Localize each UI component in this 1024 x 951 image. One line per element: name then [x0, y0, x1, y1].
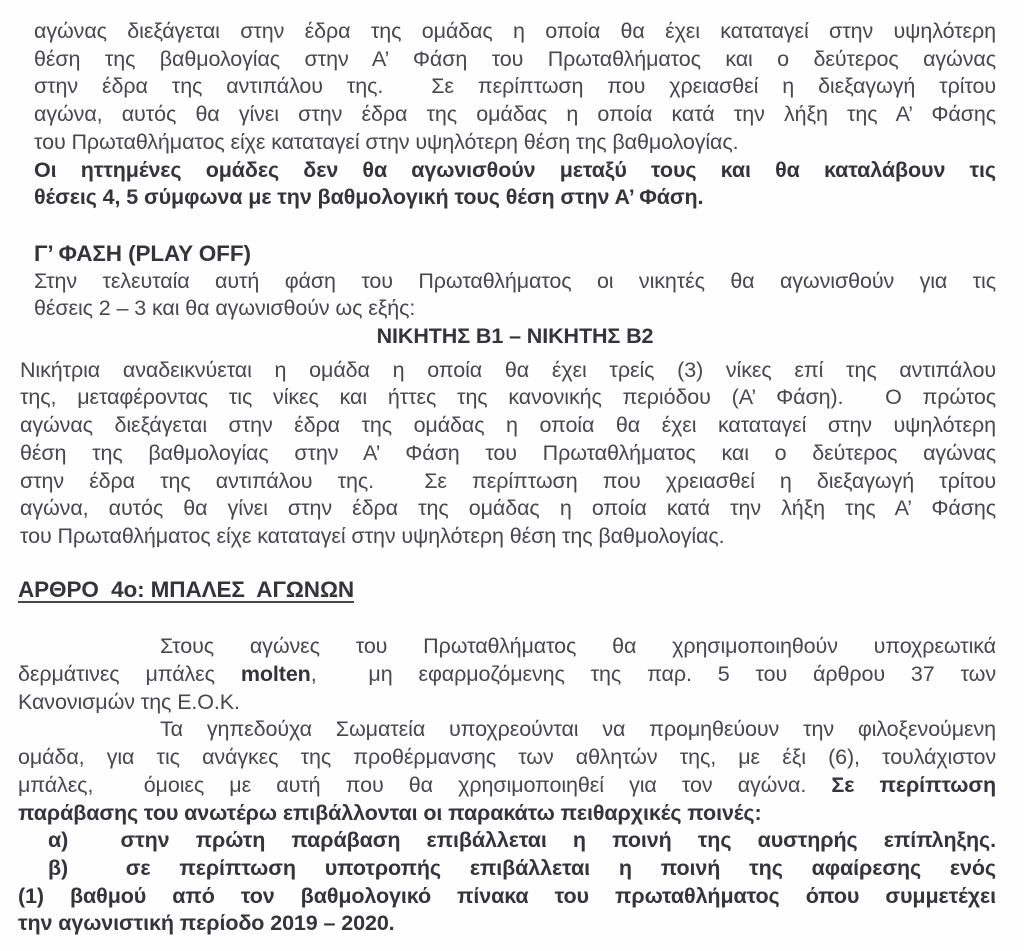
- text-run: στην έδρα της αντιπάλου της. Σε περίπτωση που χρειασθεί η διεξαγωγή τρίτου: [20, 468, 996, 493]
- text-line: [34, 46, 996, 74]
- text-line: [34, 157, 996, 185]
- penalty-item-b: [18, 855, 996, 883]
- text-run: μπάλες, όμοιες με αυτή που θα χρησιμοποιηθεί για τον αγώνα.: [18, 772, 832, 797]
- text-line: [20, 412, 996, 440]
- text-line: [20, 384, 996, 412]
- text-run: θέση της βαθμολογίας στην Α’ Φάση του Πρωταθλήματος και ο δεύτερος αγώνας: [34, 46, 996, 71]
- text-line: [34, 268, 996, 296]
- text-run: αγώνας διεξάγεται στην έδρα της ομάδας η οποία θα έχει καταταγεί στην υψηλότερη: [20, 413, 996, 438]
- text-run: θέσεις 2 – 3 και θα αγωνισθούν ως εξής:: [34, 296, 416, 321]
- text-run: στην έδρα της αντιπάλου της. Σε περίπτωση που χρειασθεί η διεξαγωγή τρίτου: [34, 74, 996, 99]
- bold-text-run: παράβασης του ανωτέρω επιβάλλονται οι παρακάτω πειθαρχικές ποινές:: [18, 800, 762, 825]
- bold-text-run: την αγωνιστική περίοδο 2019 – 2020.: [18, 911, 395, 936]
- text-run: αγώνας διεξάγεται στην έδρα της ομάδας η οποία θα έχει καταταγεί στην υψηλότερη: [34, 19, 996, 43]
- text-run: Κανονισμών της Ε.Ο.Κ.: [18, 689, 240, 714]
- text-line: [18, 772, 996, 800]
- article-4-heading: [18, 576, 996, 604]
- text-line: [20, 468, 996, 496]
- bold-text-run: β) σε περίπτωση υποτροπής επιβάλλεται η ποινή της αφαίρεσης ενός: [48, 855, 996, 880]
- text-line: [20, 523, 996, 551]
- text-line: [34, 101, 996, 129]
- text-run: του Πρωταθλήματος είχε καταταγεί στην υψηλότερη θέση της βαθμολογίας.: [34, 129, 739, 154]
- text-run: Νικήτρια αναδεικνύεται η ομάδα η οποία θα έχει τρείς (3) νίκες επί της αντιπάλου: [20, 357, 996, 382]
- bold-text-run: ΑΡΘΡΟ 4ο: ΜΠΑΛΕΣ ΑΓΩΝΩΝ: [18, 576, 355, 602]
- text-line: [20, 357, 996, 385]
- text-run: αγώνα, αυτός θα γίνει στην έδρα της ομάδας η οποία κατά την λήξη της Α’ Φάσης: [34, 102, 996, 127]
- text-run: της, μεταφέροντας τις νίκες και ήττες της κανονικής περιόδου (Α’ Φάση). Ο πρώτος: [20, 385, 996, 410]
- matchup-line: [34, 323, 996, 351]
- text-line: [18, 883, 996, 911]
- text-run: θέση της βαθμολογίας στην Α’ Φάση του Πρωταθλήματος και ο δεύτερος αγώνας: [20, 440, 996, 465]
- text-run: Στους αγώνες του Πρωταθλήματος θα χρησιμοποιηθούν υποχρεωτικά: [160, 634, 996, 659]
- text-run: , μη εφαρμοζόμενης της παρ. 5 του άρθρου 37 των: [310, 662, 996, 687]
- text-line: [34, 18, 996, 46]
- bold-text-run: α) στην πρώτη παράβαση επιβάλλεται η ποινή της αυστηρής επίπληξης.: [48, 828, 996, 853]
- penalty-item-a: [18, 827, 996, 855]
- section-heading-phase-c: [34, 240, 996, 268]
- text-line: [20, 495, 996, 523]
- text-line: [34, 295, 996, 323]
- text-line: [34, 184, 996, 212]
- text-line: [18, 633, 996, 661]
- text-line: [18, 689, 996, 717]
- text-line: [18, 910, 996, 938]
- text-line: [18, 744, 996, 772]
- text-line: [18, 800, 996, 828]
- bold-text-run: (1) βαθμού από τον βαθμολογικό πίνακα του πρωταθλήματος όπου συμμετέχει: [18, 883, 996, 908]
- text-run: δερμάτινες μπάλες: [18, 662, 241, 687]
- text-run: του Πρωταθλήματος είχε καταταγεί στην υψηλότερη θέση της βαθμολογίας.: [20, 523, 725, 548]
- bold-text-run: Γ’ ΦΑΣΗ (PLAY OFF): [34, 240, 251, 266]
- bold-text-run: Οι ηττημένες ομάδες δεν θα αγωνισθούν μεταξύ τους και θα καταλάβουν τις: [34, 157, 996, 182]
- text-run: Στην τελευταία αυτή φάση του Πρωταθλήματος οι νικητές θα αγωνισθούν για τις: [34, 268, 996, 293]
- text-line: [20, 440, 996, 468]
- text-run: Τα γηπεδούχα Σωματεία υποχρεούνται να προμηθεύουν την φιλοξενούμενη: [160, 717, 996, 742]
- bold-text-run: ΝΙΚΗΤΗΣ Β1 – ΝΙΚΗΤΗΣ Β2: [376, 324, 654, 349]
- text-run: αγώνα, αυτός θα γίνει στην έδρα της ομάδας η οποία κατά την λήξη της Α’ Φάσης: [20, 496, 996, 521]
- text-line: [34, 129, 996, 157]
- text-run: ομάδα, για τις ανάγκες της προθέρμανσης των αθλητών της, με έξι (6), τουλάχιστον: [18, 745, 996, 770]
- bold-text-run: molten: [240, 662, 311, 687]
- text-line: [18, 661, 996, 689]
- bold-text-run: Σε περίπτωση: [831, 772, 996, 797]
- text-line: [18, 716, 996, 744]
- text-line: [34, 73, 996, 101]
- bold-text-run: θέσεις 4, 5 σύμφωνα με την βαθμολογική τους θέση στην Α’ Φάση.: [34, 185, 704, 210]
